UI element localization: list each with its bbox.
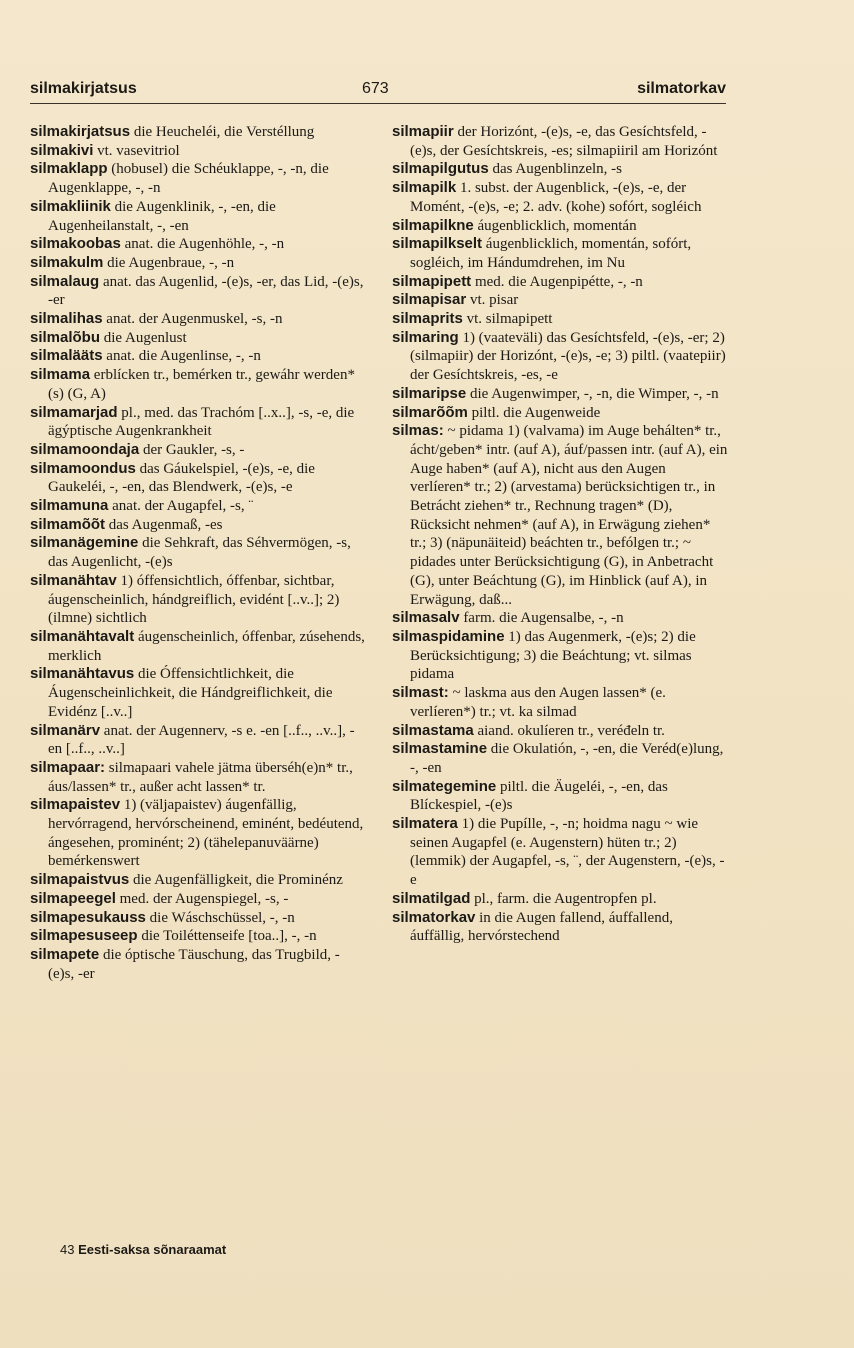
entry-headword: silmanägemine <box>30 534 139 552</box>
entry-headword: silmategemine <box>392 777 497 795</box>
entry-headword: silmanähtav <box>30 571 117 589</box>
entry-headword: silmaspidamine <box>392 627 505 645</box>
page-number: 673 <box>362 80 389 97</box>
dictionary-entry <box>392 422 729 609</box>
entry-definition: anat. die Augenhöhle, -, -n <box>124 236 285 253</box>
entry-definition: 1) (vaateväli) das Gesíchtsfeld, -(e)s, -er; 2) (silmapiir) der Horizónt, -(e)s, -e; 3) piltl. (vaatepiir) der Gesíchtskreis, -es, -e <box>410 329 726 384</box>
entry-definition: ~ laskma aus den Augen lassen* (e. verlíeren*) tr.; vt. ka silmad <box>410 685 666 720</box>
entry-headword: silmaprits <box>392 310 463 328</box>
dictionary-entry <box>30 572 365 628</box>
dictionary-entry <box>392 179 729 216</box>
entry-definition: anat. der Augennerv, -s e. -en [..f.., ..v..], -en [..f.., ..v..] <box>48 722 355 758</box>
left-column <box>30 123 365 983</box>
entry-headword: silmapesukauss <box>30 908 146 926</box>
entry-headword: silmamarjad <box>30 403 118 421</box>
dictionary-entry <box>30 142 365 161</box>
entry-definition: farm. die Augensalbe, -, -n <box>463 610 624 627</box>
dictionary-entry <box>30 310 365 329</box>
entry-headword: silmalõbu <box>30 328 101 346</box>
entry-definition: die Okulatión, -, -en, die Veréd(e)lung, -, -en <box>410 741 724 776</box>
dictionary-entry <box>392 160 729 179</box>
entry-definition: die Augenklinik, -, -en, die Augenheilanstalt, -, -en <box>48 198 276 234</box>
entry-definition: 1) das Augenmerk, -(e)s; 2) die Berücksichtigung; 3) die Beáchtung; vt. silmas pidama <box>410 628 696 683</box>
entry-definition: med. die Augenpipétte, -, -n <box>474 273 643 290</box>
dictionary-entry <box>392 385 729 404</box>
dictionary-entry <box>392 310 729 329</box>
entry-definition: pl., med. das Trachóm [..x..], -s, -e, die ägýptische Augenkrankheit <box>48 404 355 440</box>
dictionary-entry <box>392 291 729 310</box>
entry-definition: die Toiléttenseife [toa..], -, -n <box>141 928 317 945</box>
entry-definition: piltl. die Äugeléi, -, -en, das Blíckespiel, -(e)s <box>410 778 668 814</box>
dictionary-entry <box>30 254 365 273</box>
entry-definition: das Augenmaß, -es <box>108 516 223 533</box>
entry-definition: die Wáschschüssel, -, -n <box>149 909 295 926</box>
entry-definition: ~ pidama 1) (valvama) im Auge behálten* tr., ácht/geben* intr. (auf A), áuf/passen intr. (auf A), ein Auge haben* (auf A), nicht aus den Augen verlíeren* tr.; 2) (arvestama) berücksichtigen tr., in Betrácht ziehen* tr., Rechnung tragen* (D), Rücksicht nehmen* (auf A), in Erwägung ziehen* tr.; 3) (näpunäiteid) beáchten tr., befólgen tr.; ~ pidades unter Berücksichtigung (G), in Anbetracht (G), unter Beáchtung (G), im Hinblick (auf A), in Erwägung, daß... <box>410 423 728 608</box>
dictionary-entry <box>30 909 365 928</box>
dictionary-entry <box>392 273 729 292</box>
entry-definition: der Horizónt, -(e)s, -e, das Gesíchtsfeld, -(e)s, der Gesíchtskreis, -es; silmapiiril am Horizónt <box>410 124 718 159</box>
entry-definition: áugenblicklich, momentán <box>477 217 637 234</box>
dictionary-entry <box>30 329 365 348</box>
entry-headword: silmast: <box>392 684 449 702</box>
dictionary-entry <box>392 404 729 423</box>
entry-headword: silmamoondus <box>30 459 136 477</box>
entry-headword: silmapilk <box>392 179 457 197</box>
entry-headword: silmakliinik <box>30 197 111 215</box>
entry-definition: 1. subst. der Augenblick, -(e)s, -e, der Momént, -(e)s, -e; 2. adv. (kohe) sofórt, sogléich <box>410 180 702 215</box>
entry-headword: silmapisar <box>392 291 467 309</box>
dictionary-entry <box>30 123 365 142</box>
entry-headword: silmaring <box>392 328 459 346</box>
entry-definition: die Augenbraue, -, -n <box>107 254 235 271</box>
dictionary-entry <box>392 684 729 721</box>
entry-headword: silmapilkselt <box>392 235 483 253</box>
dictionary-entry <box>30 759 365 796</box>
dictionary-entry <box>30 366 365 403</box>
entry-definition: 1) die Pupílle, -, -n; hoidma nagu ~ wie seinen Augapfel (e. Augenstern) hüten tr.; 2) (lemmik) der Augapfel, -s, ¨, der Augenstern, -(e)s, -e <box>410 816 725 889</box>
running-head-last-entry: silmatorkav <box>637 80 726 97</box>
entry-headword: silmas: <box>392 422 444 440</box>
dictionary-entry <box>30 665 365 721</box>
entry-headword: silmalääts <box>30 347 103 365</box>
entry-definition: aiand. okulíeren tr., veréđeln tr. <box>477 722 665 739</box>
entry-headword: silmastamine <box>392 740 488 758</box>
entry-definition: piltl. die Augenweide <box>471 404 601 421</box>
entry-headword: silmapeegel <box>30 889 116 907</box>
entry-definition: in die Augen fallend, áuffallend, áuffällig, hervórstechend <box>410 909 673 945</box>
entry-definition: áugenscheinlich, óffenbar, zúsehends, merklich <box>48 628 365 664</box>
entry-headword: silmapesuseep <box>30 927 138 945</box>
dictionary-entry <box>30 441 365 460</box>
entry-headword: silmakirjatsus <box>30 123 131 140</box>
entry-headword: silmapaar: <box>30 758 106 776</box>
dictionary-entry <box>30 796 365 871</box>
dictionary-entry <box>30 516 365 535</box>
printer-signature <box>60 1242 226 1257</box>
entry-definition: die óptische Täuschung, das Trugbild, -(e)s, -er <box>48 946 340 982</box>
dictionary-entry <box>392 815 729 890</box>
dictionary-entry <box>392 890 729 909</box>
dictionary-entry <box>392 909 729 946</box>
entry-definition: vt. pisar <box>469 292 519 309</box>
entry-definition: der Gaukler, -s, - <box>142 441 245 458</box>
entry-definition: das Gáukelspiel, -(e)s, -e, die Gaukeléi, -, -en, das Blendwerk, -(e)s, -e <box>48 460 315 496</box>
dictionary-entry <box>30 460 365 497</box>
dictionary-entry <box>30 198 365 235</box>
dictionary-entry <box>392 740 729 777</box>
entry-headword: silmamuna <box>30 497 109 515</box>
entry-headword: silmastama <box>392 721 474 739</box>
entry-definition: anat. das Augenlid, -(e)s, -er, das Lid, -(e)s, -er <box>48 273 364 309</box>
entry-headword: silmakoobas <box>30 235 121 253</box>
entry-definition: vt. vasevitriol <box>97 142 180 159</box>
entry-headword: silmama <box>30 366 91 384</box>
entry-definition: die Augenfälligkeit, die Prominénz <box>132 872 343 889</box>
entry-headword: silmapaistev <box>30 796 121 814</box>
dictionary-entry <box>392 123 729 160</box>
dictionary-entry <box>392 235 729 272</box>
entry-definition: med. der Augenspiegel, -s, - <box>119 890 289 907</box>
entry-headword: silmasalv <box>392 609 460 627</box>
dictionary-entry <box>30 497 365 516</box>
entry-definition: anat. die Augenlinse, -, -n <box>106 348 261 365</box>
entry-headword: silmakivi <box>30 141 94 159</box>
dictionary-entry <box>30 946 365 983</box>
entry-headword: silmapilkne <box>392 216 474 234</box>
dictionary-entry <box>30 927 365 946</box>
dictionary-entry <box>30 404 365 441</box>
running-head-first-entry: silmakirjatsus <box>30 80 137 97</box>
entry-headword: silmanähtavalt <box>30 627 135 645</box>
dictionary-entry <box>392 722 729 741</box>
signature-title: Eesti-saksa sõnaraamat <box>78 1242 227 1257</box>
entry-headword: silmapiir <box>392 123 454 140</box>
entry-headword: silmapaistvus <box>30 871 130 889</box>
entry-headword: silmaripse <box>392 384 467 402</box>
entry-definition: die Sehkraft, das Séhvermögen, -s, das Augenlicht, -(e)s <box>48 535 351 571</box>
entry-definition: 1) (väljapaistev) áugenfällig, hervórragend, hervórscheinend, eminént, bedéutend, ángesehen, prominént; 2) (tähelepanuväärne) bemérkenswert <box>48 797 364 870</box>
signature-number: 43 <box>60 1242 75 1257</box>
entry-definition: das Augenblinzeln, -s <box>492 161 622 178</box>
entry-definition: pl., farm. die Augentropfen pl. <box>474 890 657 907</box>
dictionary-entry <box>30 534 365 571</box>
entry-definition: erblícken tr., bemérken tr., gewáhr werden* (s) (G, A) <box>48 367 355 402</box>
entry-definition: die Óffensichtlichkeit, die Áugenscheinlichkeit, die Hándgreiflichkeit, die Evidénz [..v..] <box>48 666 333 720</box>
entry-definition: (hobusel) die Schéuklappe, -, -n, die Augenklappe, -, -n <box>48 161 329 197</box>
entry-headword: silmatilgad <box>392 889 471 907</box>
dictionary-entry <box>392 217 729 236</box>
entry-headword: silmapipett <box>392 272 472 290</box>
entry-headword: silmamõõt <box>30 515 106 533</box>
entry-headword: silmapilgutus <box>392 160 489 178</box>
dictionary-entry <box>392 778 729 815</box>
entry-headword: silmapete <box>30 945 100 963</box>
entry-definition: die Augenlust <box>103 329 187 346</box>
entry-headword: silmalaug <box>30 272 100 290</box>
entry-headword: silmakulm <box>30 253 104 271</box>
entry-headword: silmanärv <box>30 721 101 739</box>
entry-definition: 1) óffensichtlich, óffenbar, sichtbar, áugenscheinlich, hándgreiflich, evidént [..v..]; 2) (ilmne) sichtlich <box>48 572 340 627</box>
entry-headword: silmaklapp <box>30 160 108 178</box>
dictionary-entry <box>30 871 365 890</box>
entry-definition: silmapaari vahele jätma überséh(e)n* tr., áus/lassen* tr., außer acht lassen* tr. <box>48 759 353 795</box>
entry-definition: vt. silmapipett <box>466 311 553 328</box>
dictionary-entry <box>392 329 729 385</box>
entry-headword: silmatera <box>392 815 458 833</box>
entry-definition: anat. der Augenmuskel, -s, -n <box>106 311 283 328</box>
right-column <box>392 123 729 946</box>
header-rule <box>30 103 726 104</box>
entry-headword: silmamoondaja <box>30 440 140 458</box>
dictionary-entry <box>30 890 365 909</box>
dictionary-entry <box>392 609 729 628</box>
entry-definition: anat. der Augapfel, -s, ¨ <box>112 498 254 515</box>
dictionary-entry <box>30 235 365 254</box>
entry-headword: silmatorkav <box>392 908 476 926</box>
entry-headword: silmarõõm <box>392 403 468 421</box>
dictionary-entry <box>392 628 729 684</box>
dictionary-entry <box>30 160 365 197</box>
entry-headword: silmanähtavus <box>30 665 135 683</box>
dictionary-entry <box>30 347 365 366</box>
dictionary-entry <box>30 273 365 310</box>
dictionary-entry <box>30 722 365 759</box>
entry-definition: áugenblicklich, momentán, sofórt, sogléich, im Hándumdrehen, im Nu <box>410 236 692 271</box>
entry-headword: silmalihas <box>30 310 103 328</box>
entry-definition: die Augenwimper, -, -n, die Wimper, -, -n <box>469 385 719 402</box>
dictionary-entry <box>30 628 365 665</box>
entry-definition: die Heucheléi, die Verstéllung <box>133 124 315 140</box>
